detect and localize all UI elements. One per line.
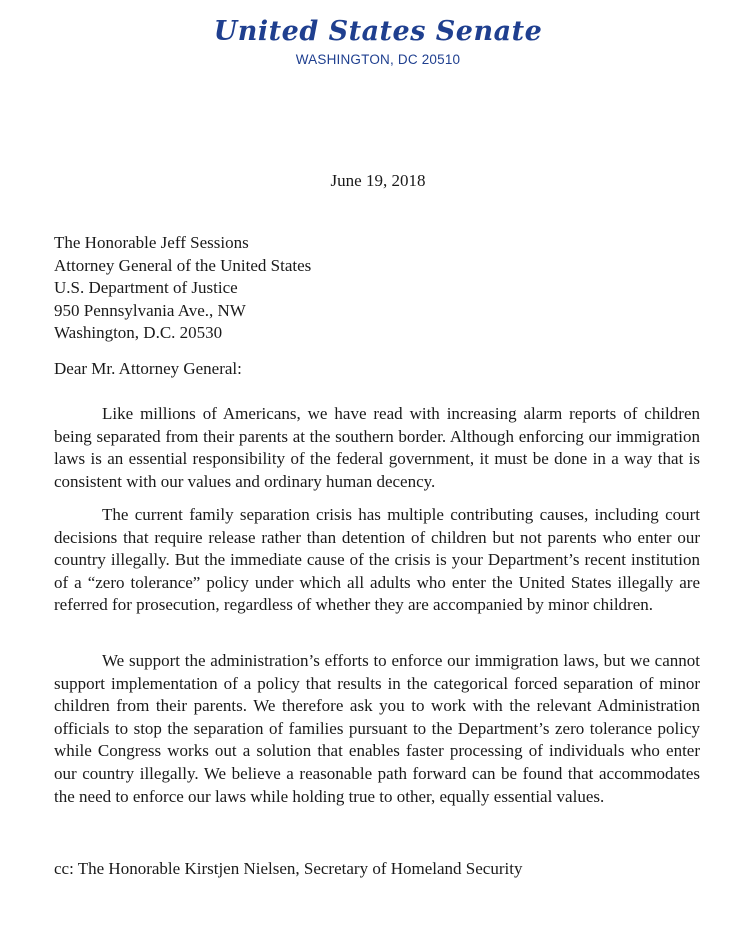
recipient-address-block xyxy=(54,232,311,345)
body-paragraph-3: We support the administration’s efforts to enforce our immigration laws, but we cannot support implementation of a policy that results in the categorical forced separation of minor children from their parents. We therefore ask you to work with the relevant Administration officials to stop the separation of families pursuant to the Department’s zero tolerance policy while Congress works out a solution that enables faster processing of individuals who enter our country illegally. We believe a reasonable path forward can be found that accommodates the need to enforce our laws while holding true to other, equally essential values. xyxy=(54,651,700,806)
recipient-city: Washington, D.C. 20530 xyxy=(54,323,223,342)
letterhead-address: WASHINGTON, DC 20510 xyxy=(295,52,461,67)
body-paragraph-1: Like millions of Americans, we have read with increasing alarm reports of children being separated from their parents at the southern border. Although enforcing our immigration laws is an essential responsibility of the federal government, it must be done in a way that is consistent with our values and ordinary human decency. xyxy=(54,404,700,491)
body-paragraph-2: The current family separation crisis has multiple contributing causes, including court decisions that require release rather than detention of children but not parents who enter our country illegally. But the immediate cause of the crisis is your Department’s recent institution of a “zero tolerance” policy under which all adults who enter the United States illegally are referred for prosecution, regardless of whether they are accompanied by minor children. xyxy=(54,505,700,615)
salutation: Dear Mr. Attorney General: xyxy=(54,359,242,378)
recipient-title: Attorney General of the United States xyxy=(54,255,312,275)
letterhead-title: United States Senate xyxy=(213,16,543,47)
letter-date: June 19, 2018 xyxy=(330,171,426,190)
recipient-name: The Honorable Jeff Sessions xyxy=(54,233,249,252)
letterhead xyxy=(0,14,756,67)
recipient-street: 950 Pennsylvania Ave., NW xyxy=(54,300,246,320)
cc-line: cc: The Honorable Kirstjen Nielsen, Secretary of Homeland Security xyxy=(54,859,523,878)
recipient-department: U.S. Department of Justice xyxy=(54,278,238,297)
